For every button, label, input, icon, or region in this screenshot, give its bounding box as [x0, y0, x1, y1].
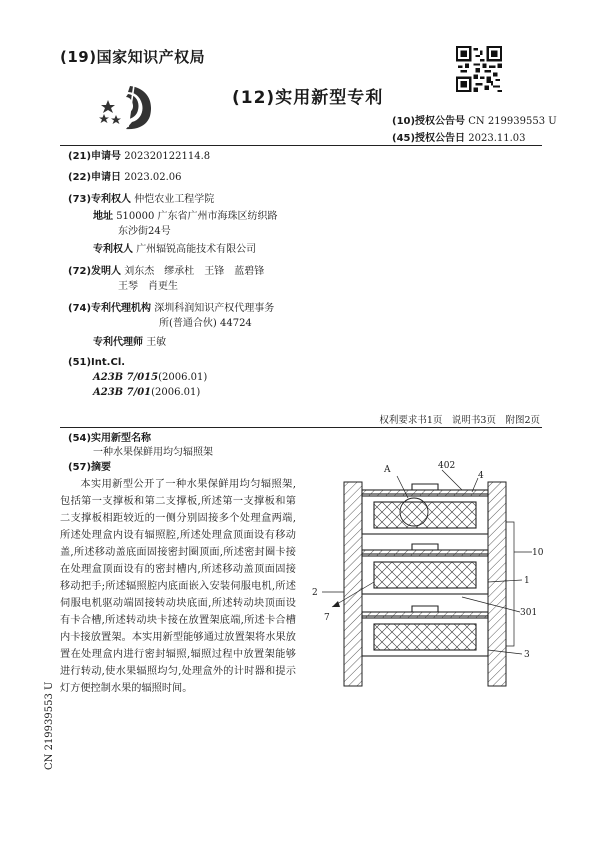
figure-label: 3: [524, 650, 530, 660]
figure-label: 4: [478, 471, 484, 481]
section-divider: [60, 427, 542, 428]
abstract-drawing: [302, 452, 548, 698]
ipc-label: (51)Int.Cl.: [68, 357, 126, 368]
ipc-entry: A23B 7/015(2006.01): [93, 372, 208, 383]
pub-number-value: CN 219939553 U: [468, 116, 557, 127]
address: 地址 510000 广东省广州市海珠区纺织路: [93, 211, 278, 222]
figure-label: 7: [324, 613, 330, 623]
figure-label: A: [384, 465, 391, 475]
side-publication-code: CN 219939553 U: [44, 681, 55, 770]
figure-label: 10: [532, 548, 544, 558]
support-plate-left: [344, 482, 362, 686]
figure-label: 402: [438, 461, 456, 471]
processing-box: [362, 606, 488, 656]
support-plate-right: [488, 482, 506, 686]
utility-model-title: 一种水果保鲜用均匀辐照架: [93, 447, 213, 458]
address-line-2: 东沙街24号: [118, 226, 171, 237]
pub-date-value: 2023.11.03: [468, 133, 526, 144]
co-patentee: 专利权人 广州辐锐高能技术有限公司: [93, 244, 257, 255]
processing-box: [362, 484, 488, 534]
application-date: (22)申请日 2023.02.06: [68, 172, 182, 183]
abstract-text: 本实用新型公开了一种水果保鲜用均匀辐照架,包括第一支撑板和第二支撑板,所述第一支撑板和第二支撑板相距较近的一侧分别固接多个处理盒两端,所述处理盒内设有辐照腔,所述处理盒顶面设有移动盖,所述移动盖底面固接密封圈顶面,所述密封圈卡接在处理盒顶面设有的密封槽内,所述移动盖顶面固接移动把手;所述辐照腔内底面嵌入安装伺服电机,所述伺服电机驱动端固接转动块底面,所述转动块顶面设有卡合槽,所述转动块卡接在放置架底端,所述卡合槽内卡接放置架。本实用新型能够通过放置架将水果放置在处理盒内进行密封辐照,辐照过程中放置架能够进行转动,使水果辐照均匀,处理盒外的计时器和提示灯方便控制水果的辐照时间。: [60, 479, 296, 694]
pub-date-label: (45)授权公告日: [392, 133, 466, 144]
pub-number-label: (10)授权公告号: [392, 116, 466, 127]
office-name: (19)国家知识产权局: [60, 48, 206, 66]
header-divider: [60, 145, 542, 146]
page-count-summary: 权利要求书1页 说明书3页 附图2页: [379, 415, 540, 426]
cnipa-emblem-icon: [98, 82, 158, 132]
publication-date: [392, 129, 526, 144]
application-number: (21)申请号 202320122114.8: [68, 151, 211, 162]
figure-label: 1: [524, 576, 530, 586]
ipc-entry: A23B 7/01(2006.01): [93, 387, 201, 398]
utility-model-title-label: (54)实用新型名称: [68, 433, 152, 444]
document-type: (12)实用新型专利: [232, 88, 384, 108]
qr-code-icon: [456, 46, 502, 92]
inventors-line-2: 王琴 肖更生: [118, 281, 178, 292]
inventors: (72)发明人 刘东杰 缪承杜 王锋 蓝碧锋: [68, 266, 265, 277]
patent-agency: (74)专利代理机构 深圳科润知识产权代理事务: [68, 303, 275, 314]
figure-label: 301: [520, 608, 538, 618]
processing-box: [362, 544, 488, 594]
figure-label: 2: [312, 588, 318, 598]
abstract-label: (57)摘要: [68, 462, 112, 473]
patent-agent: 专利代理师 王敏: [93, 337, 167, 348]
patentee: (73)专利权人 仲恺农业工程学院: [68, 194, 215, 205]
patent-agency-line-2: 所(普通合伙) 44724: [159, 318, 252, 329]
publication-number: [392, 112, 557, 127]
